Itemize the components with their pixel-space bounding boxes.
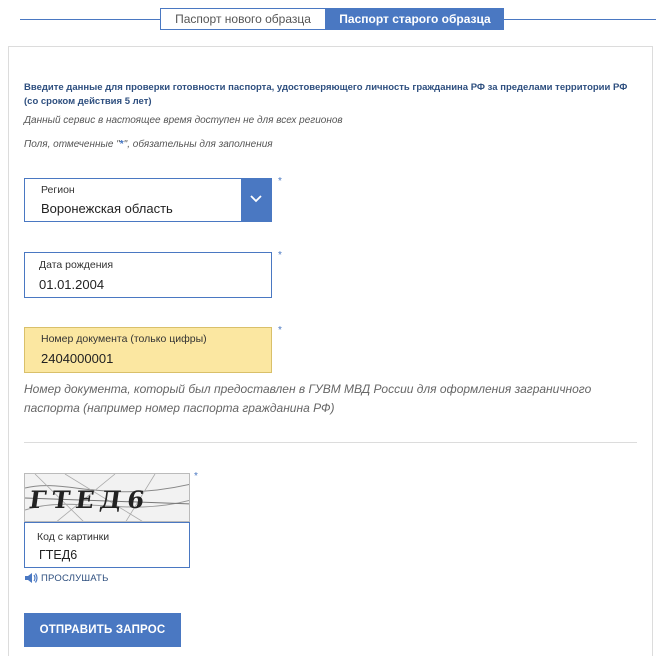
tab-new-passport[interactable]: Паспорт нового образца <box>160 8 326 30</box>
listen-label: ПРОСЛУШАТЬ <box>41 573 109 584</box>
document-number-field[interactable] <box>24 327 272 373</box>
tabs-divider-right <box>504 19 656 20</box>
submit-request-button[interactable]: ОТПРАВИТЬ ЗАПРОС <box>24 613 181 647</box>
captcha-input[interactable] <box>24 522 190 568</box>
document-number-required-star: * <box>278 325 282 336</box>
birth-date-label: Дата рождения <box>39 259 114 271</box>
document-number-label: Номер документа (только цифры) <box>41 333 207 345</box>
form-divider <box>24 442 637 443</box>
tabs-divider-left <box>20 19 160 20</box>
speaker-icon <box>24 572 38 584</box>
region-required-star: * <box>278 176 282 187</box>
form-intro: Введите данные для проверки готовности паспорта, удостоверяющего личность гражданина РФ за пределами территории РФ (со сроком действия 5 лет) <box>24 82 628 107</box>
birth-date-value: 01.01.2004 <box>39 277 105 292</box>
captcha-image-text: ГТЕД6 <box>27 485 153 514</box>
region-label: Регион <box>41 184 75 196</box>
region-dropdown-button[interactable] <box>241 179 271 221</box>
birth-date-required-star: * <box>278 250 282 261</box>
required-note-prefix: Поля, отмеченные " <box>24 139 120 150</box>
region-select[interactable] <box>24 178 272 222</box>
captcha-label: Код с картинки <box>37 531 110 543</box>
document-number-hint: Номер документа, который был предоставлен в ГУВМ МВД России для оформления заграничного паспорта (например номер паспорта гражданина РФ) <box>24 382 592 415</box>
birth-date-field[interactable] <box>24 252 272 298</box>
chevron-down-icon <box>250 195 262 203</box>
region-value: Воронежская область <box>41 201 173 216</box>
document-number-value: 2404000001 <box>41 351 114 366</box>
availability-note: Данный сервис в настоящее время доступен не для всех регионов <box>24 115 343 126</box>
required-note-suffix: ", обязательны для заполнения <box>123 139 273 150</box>
required-note-star: * <box>119 139 124 150</box>
captcha-required-star: * <box>194 471 198 482</box>
required-fields-note <box>24 139 273 150</box>
passport-type-tabs <box>0 8 663 30</box>
tab-old-passport[interactable]: Паспорт старого образца <box>326 8 504 30</box>
captcha-noise <box>25 474 190 522</box>
captcha-value: ГТЕД6 <box>39 548 78 562</box>
captcha-image <box>24 473 190 522</box>
